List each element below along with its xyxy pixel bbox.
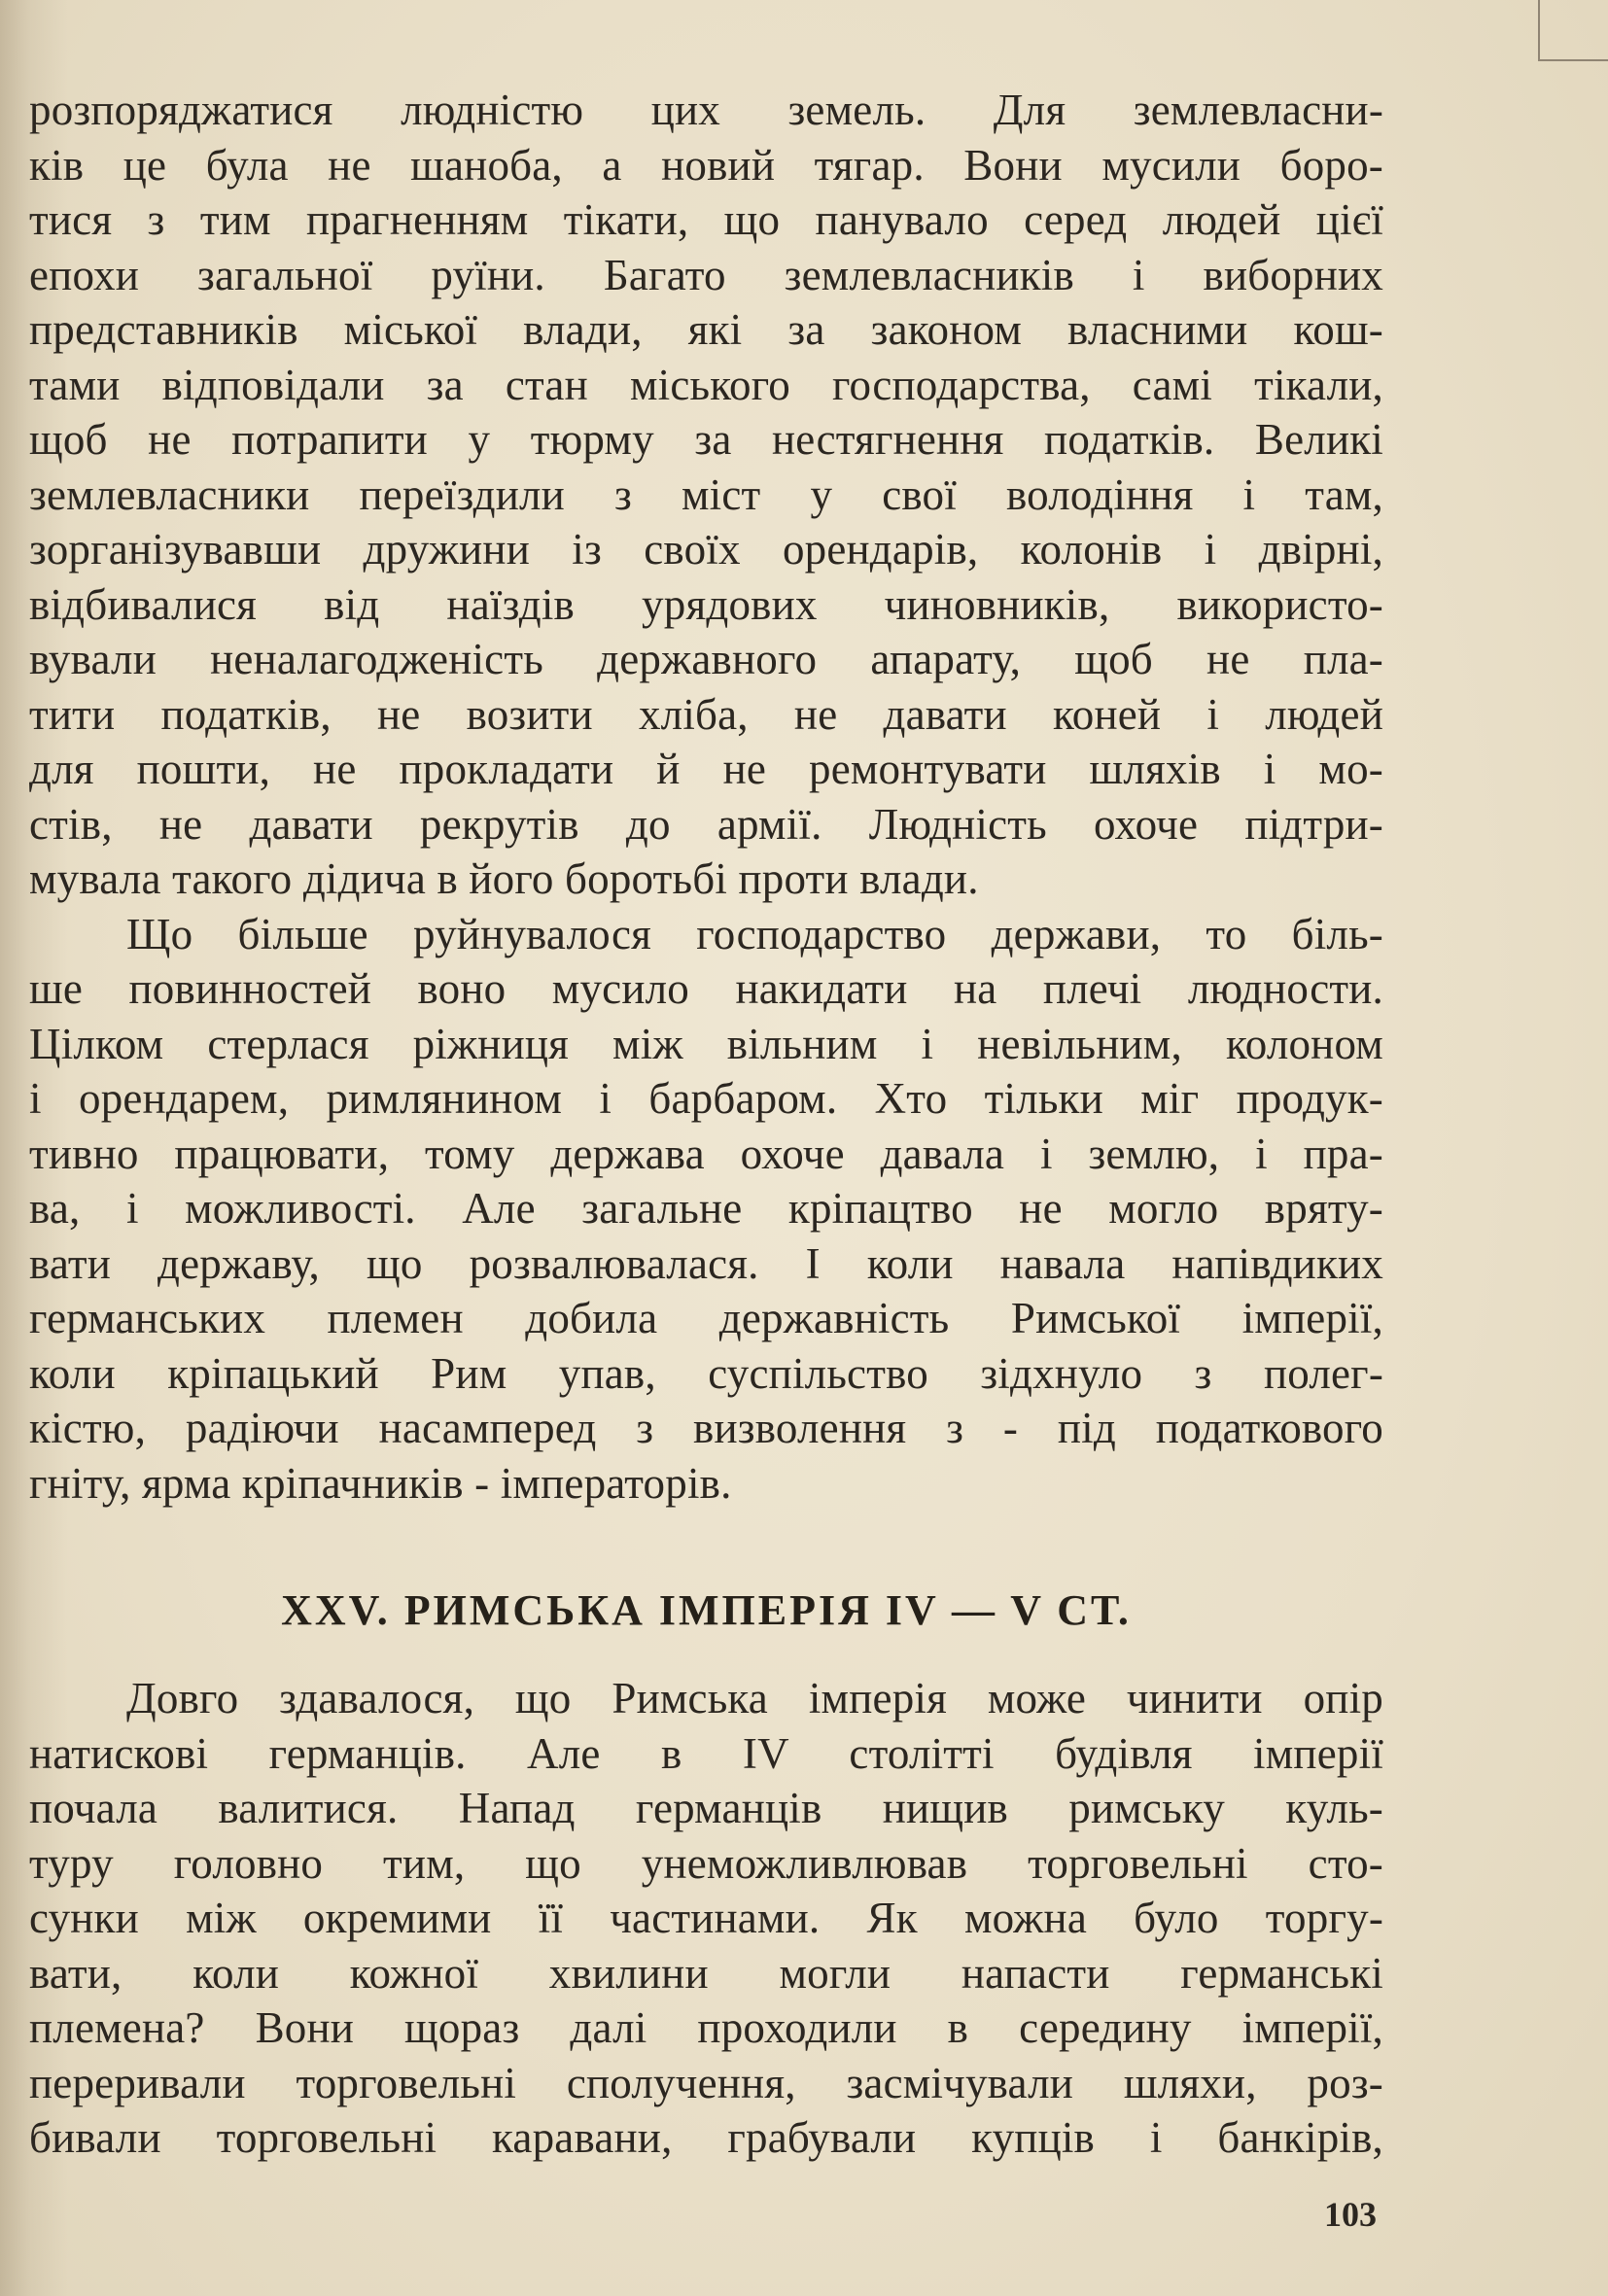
text-line: тися з тим прагненням тікати, що панувало серед людей цієї [29, 195, 1383, 244]
text-line: розпоряджатися людністю цих земель. Для землевласни- [29, 86, 1383, 134]
text-line: представників міської влади, які за законом власними кош- [29, 305, 1383, 354]
page-corner-mark-vertical [1538, 0, 1540, 60]
body-text-top [29, 83, 1383, 1511]
text-line: ше повинностей воно мусило накидати на плечі людности. [29, 964, 1383, 1013]
text-line: переривали торговельні сполучення, засмічували шляхи, роз- [29, 2058, 1383, 2107]
text-line: епохи загальної руїни. Багато землевласників і виборних [29, 250, 1383, 299]
text-line: Що більше руйнувалося господарство держави, то біль- [126, 909, 1383, 958]
text-line: Довго здавалося, що Римська імперія може чинити опір [126, 1674, 1383, 1722]
paragraph-continued [29, 83, 1383, 907]
text-line: зорганізувавши дружини із своїх орендарів, колонів і двірні, [29, 525, 1383, 574]
text-line: коли кріпацький Рим упав, суспільство зідхнуло з полег- [29, 1348, 1383, 1398]
text-line: вували неналагодженість державного апарату, щоб не пла- [29, 635, 1383, 683]
text-line: і орендарем, римлянином і барбаром. Хто тільки міг продук- [29, 1074, 1383, 1123]
page-corner-mark-horizontal [1538, 59, 1608, 61]
text-line: тити податків, не возити хліба, не давати коней і людей [29, 689, 1383, 739]
paragraph [29, 907, 1383, 1512]
paragraph [29, 1671, 1383, 2166]
body-text-bottom [29, 1671, 1383, 2166]
text-line: мувала такого дідича в його боротьбі проти влади. [29, 854, 979, 903]
text-line: вати, коли кожної хвилини могли напасти германські [29, 1948, 1383, 1998]
text-line: вати державу, що розвалювалася. І коли навала напівдиких [29, 1238, 1383, 1288]
text-line: сунки між окремими її частинами. Як можна було торгу- [29, 1894, 1383, 1942]
text-line: ва, і можливості. Але загальне кріпацтво не могло вряту- [29, 1184, 1383, 1233]
page-number: 103 [1324, 2195, 1377, 2234]
text-line: для пошти, не прокладати й не ремонтувати шляхів і мо- [29, 745, 1383, 793]
text-line: германських племен добила державність Римської імперії, [29, 1294, 1383, 1342]
text-line: племена? Вони щораз далі проходили в середину імперії, [29, 2003, 1383, 2052]
text-line: бивали торговельні каравани, грабували купців і банкірів, [29, 2113, 1383, 2162]
text-line: відбивалися від наїздів урядових чиновників, використо- [29, 579, 1383, 629]
section-heading: XXV. РИМСЬКА ІМПЕРІЯ IV — V СТ. [281, 1586, 1132, 1634]
text-line: почала валитися. Напад германців нищив римську куль- [29, 1784, 1383, 1832]
text-line: щоб не потрапити у тюрму за нестягнення податків. Великі [29, 415, 1383, 464]
text-line: натискові германців. Але в IV столітті будівля імперії [29, 1728, 1383, 1778]
text-line: кістю, радіючи насамперед з визволення з - під податкового [29, 1404, 1383, 1452]
text-line: Цілком стерлася ріжниця між вільним і невільним, колоном [29, 1019, 1383, 1068]
text-line: туру головно тим, що унеможливлював торговельні сто- [29, 1838, 1383, 1888]
text-line: ків це була не шаноба, а новий тягар. Вони мусили боро- [29, 140, 1383, 190]
text-line: стів, не давати рекрутів до армії. Людність охоче підтри- [29, 799, 1383, 849]
text-line: землевласники переїздили з міст у свої володіння і там, [29, 470, 1383, 519]
text-line: тивно працювати, тому держава охоче давала і землю, і пра- [29, 1129, 1383, 1178]
text-line: тами відповідали за стан міського господарства, самі тікали, [29, 360, 1383, 409]
text-line: гніту, ярма кріпачників - імператорів. [29, 1458, 732, 1508]
